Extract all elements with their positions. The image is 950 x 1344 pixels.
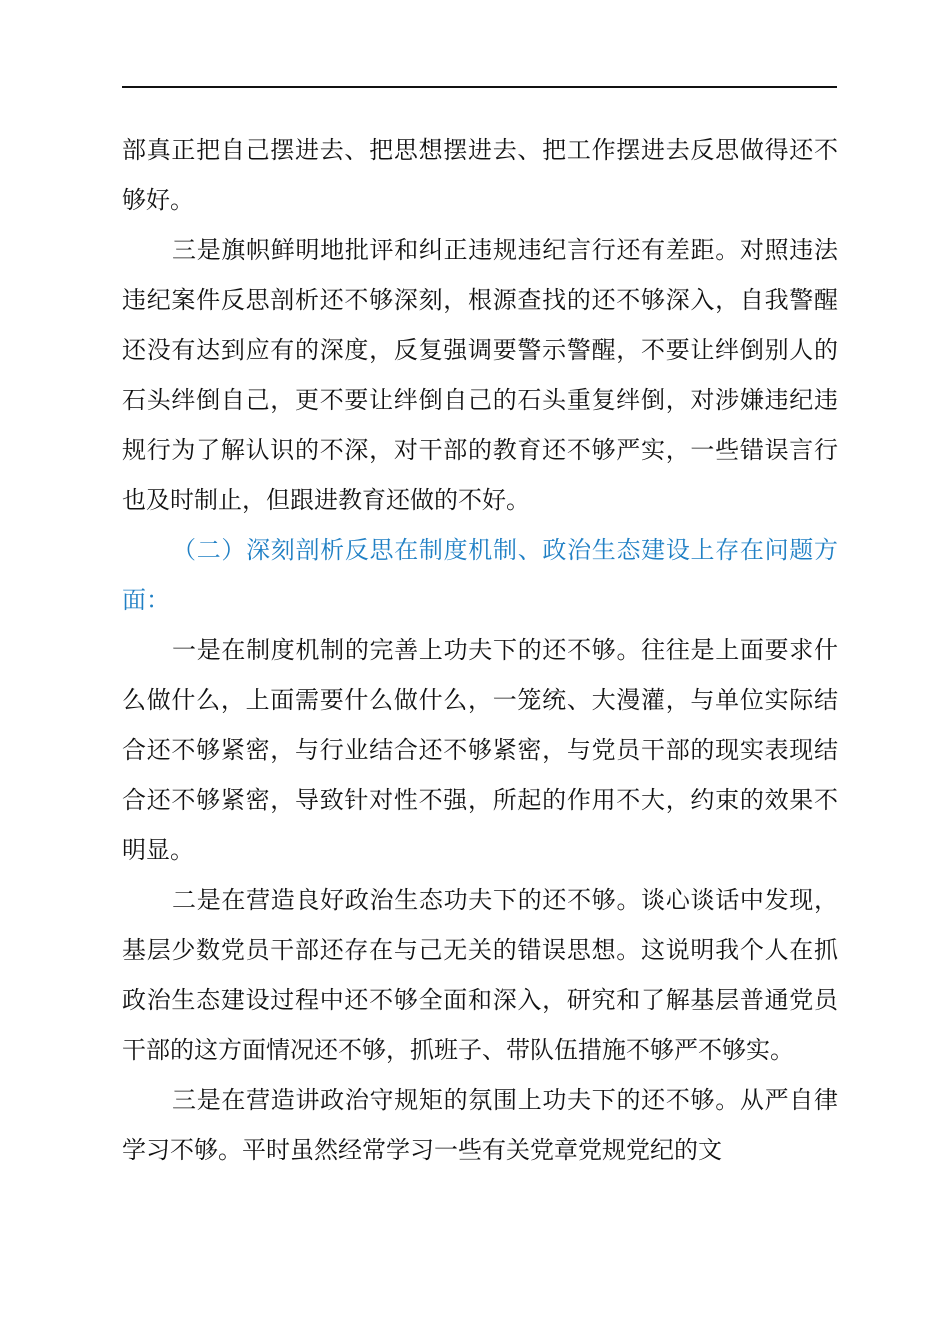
paragraph-point-two-political-ecology: 二是在营造良好政治生态功夫下的还不够。谈心谈话中发现，基层少数党员干部还存在与己无关的错误思想。这说明我个人在抓政治生态建设过程中还不够全面和深入，研究和了解基层普通党员干部的这方面情况还不够，抓班子、带队伍措施不够严不够实。 — [122, 886, 838, 1064]
paragraph-continuation: 部真正把自己摆进去、把思想摆进去、把工作摆进去反思做得还不够好。 — [122, 136, 838, 214]
paragraph-point-three-discipline: 三是旗帜鲜明地批评和纠正违规违纪言行还有差距。对照违法违纪案件反思剖析还不够深刻，根源查找的还不够深入，自我警醒还没有达到应有的深度，反复强调要警示警醒，不要让绊倒别人的石头绊倒自己，更不要让绊倒自己的石头重复绊倒，对涉嫌违纪违规行为了解认识的不深，对干部的教育还不够严实，一些错误言行也及时制止，但跟进教育还做的不好。 — [122, 236, 838, 514]
header-rule — [122, 86, 837, 88]
paragraph-point-one-institution: 一是在制度机制的完善上功夫下的还不够。往往是上面要求什么做什么，上面需要什么做什么，一笼统、大漫灌，与单位实际结合还不够紧密，与行业结合还不够紧密，与党员干部的现实表现结合还不够紧密，导致针对性不强，所起的作用不大，约束的效果不明显。 — [122, 636, 838, 864]
paragraph-point-three-rules: 三是在营造讲政治守规矩的氛围上功夫下的还不够。从严自律学习不够。平时虽然经常学习一些有关党章党规党纪的文 — [122, 1086, 838, 1164]
document-body — [122, 125, 838, 1175]
section-heading-2: （二）深刻剖析反思在制度机制、政治生态建设上存在问题方面： — [122, 536, 838, 614]
